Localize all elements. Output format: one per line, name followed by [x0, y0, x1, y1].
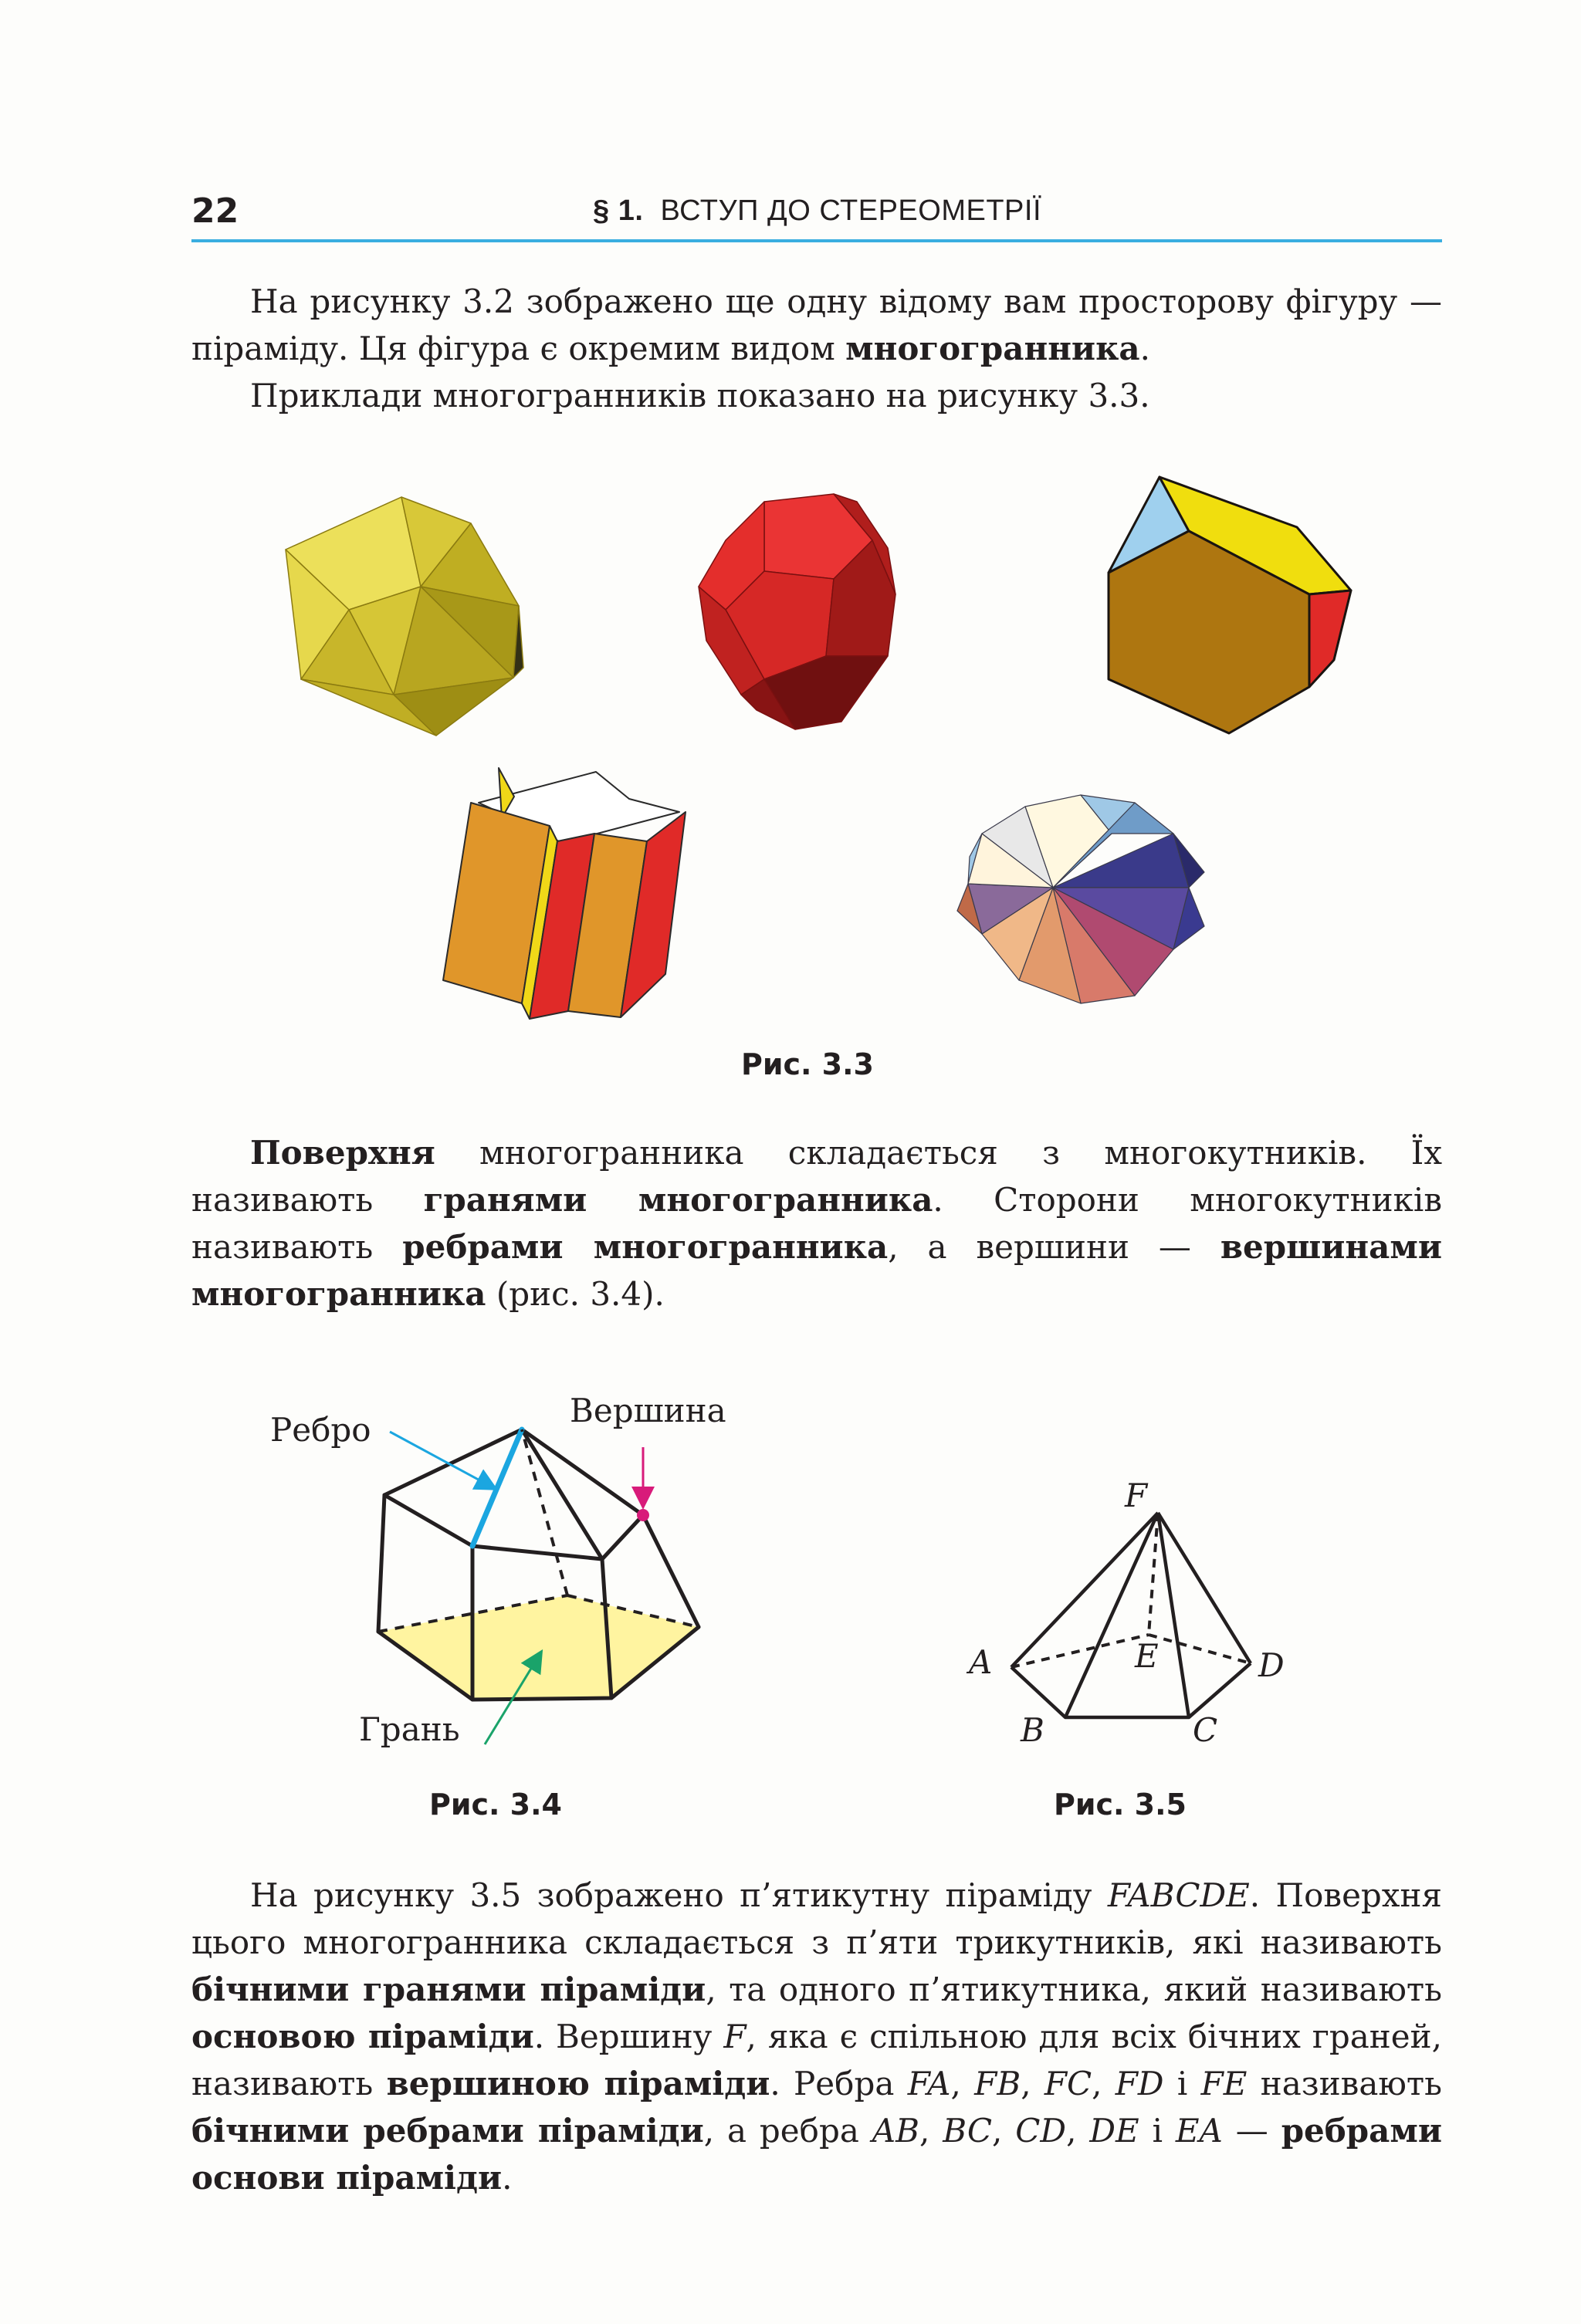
- intro-text-2: Приклади многогранників показано на рисунку 3.3.: [250, 377, 1150, 414]
- vertex-b: B: [1021, 1711, 1044, 1749]
- pyramid-paragraph: [191, 1872, 1442, 2201]
- term-vertices: вершинами многогранника: [191, 1228, 1442, 1313]
- figure-3-4-caption: Рис. 3.4: [429, 1788, 562, 1822]
- pyramid-text: На рисунку 3.5 зображено п’ятикутну піраміду FABCDE. Поверхня цього многогранника складається з п’яти трикутників, які називають бічними гранями піраміди, та одного п’ятикутника, який називають основою піраміди. Вершину F, яка є спільною для всіх бічних граней, називають вершиною піраміди. Ребра FA, FB, FC, FD і FE називають бічними ребрами піраміди, а ребра AB, BC, CD, DE і EA — ребрами основи піраміди.: [191, 1876, 1443, 2197]
- label-vertex: Вершина: [570, 1392, 726, 1429]
- term-polyhedron: многогранника: [845, 330, 1140, 367]
- term-edges: ребрами многогранника: [402, 1228, 889, 1266]
- figure-3-3-caption: Рис. 3.3: [741, 1047, 874, 1081]
- term-faces: гранями многогранника: [423, 1181, 933, 1219]
- term-lateral-faces: бічними гранями піраміди: [191, 1970, 706, 2008]
- vertex-f: F: [1125, 1477, 1148, 1514]
- figure-3-5-caption: Рис. 3.5: [1054, 1788, 1187, 1822]
- term-lateral-edges: бічними ребрами піраміди: [191, 2112, 704, 2150]
- label-edge: Ребро: [270, 1411, 371, 1449]
- vertex-c: C: [1193, 1711, 1218, 1749]
- term-surface: Поверхня: [250, 1134, 435, 1172]
- term-base-edges: ребрами основи піраміди: [191, 2112, 1443, 2197]
- vertex-e: E: [1135, 1637, 1159, 1675]
- label-face: Грань: [359, 1710, 460, 1748]
- term-apex: вершиною піраміди: [386, 2065, 770, 2102]
- section-title: ВСТУП ДО СТЕРЕОМЕТРІЇ: [660, 195, 1042, 227]
- term-base: основою піраміди: [191, 2018, 534, 2055]
- intro-text-1: На рисунку 3.2 зображено ще одну відому вам просторову фігуру — піраміду. Ця фігура є окремим видом многогранника.: [191, 282, 1442, 367]
- vertex-d: D: [1258, 1646, 1285, 1684]
- section-number: § 1.: [593, 195, 644, 227]
- page-number: 22: [191, 191, 239, 231]
- surface-text: Поверхня многогранника складається з многокутників. Їх називають гранями многогранника. Сторони многокутників називають ребрами многогранника, а вершини — вершинами многогранника (рис. 3.4).: [191, 1134, 1442, 1313]
- vertex-a: A: [969, 1643, 993, 1681]
